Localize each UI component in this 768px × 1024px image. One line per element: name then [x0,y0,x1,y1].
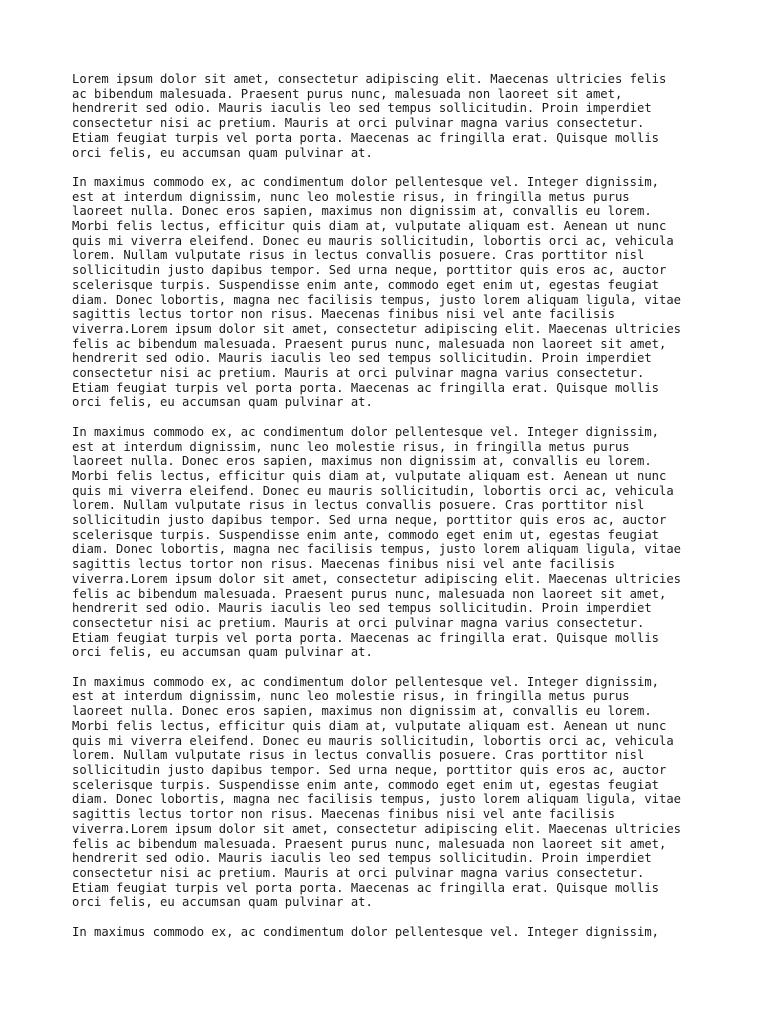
document-body [72,72,712,954]
paragraph-1: Lorem ipsum dolor sit amet, consectetur adipiscing elit. Maecenas ultricies felis ac bibendum malesuada. Praesent purus nunc, malesuada non laoreet sit amet, hendrerit sed odio. Mauris iaculis leo sed tempus sollicitudin. Proin imperdiet consectetur nisi ac pretium. Mauris at orci pulvinar magna varius consectetur. Etiam feugiat turpis vel porta porta. Maecenas ac fringilla erat. Quisque mollis orci felis, eu accumsan quam pulvinar at. [72,72,667,160]
paragraph-3: In maximus commodo ex, ac condimentum dolor pellentesque vel. Integer dignissim, est at interdum dignissim, nunc leo molestie risus, in fringilla metus purus laoreet nulla. Donec eros sapien, maximus non dignissim at, convallis eu lorem. Morbi felis lectus, efficitur quis diam at, vulputate aliquam est. Aenean ut nunc quis mi viverra eleifend. Donec eu mauris sollicitudin, lobortis orci ac, vehicula lorem. Nullam vulputate risus in lectus convallis posuere. Cras porttitor nisl sollicitudin justo dapibus tempor. Sed urna neque, porttitor quis eros ac, auctor scelerisque turpis. Suspendisse enim ante, commodo eget enim ut, egestas feugiat diam. Donec lobortis, magna nec facilisis tempus, justo lorem aliquam ligula, vitae sagittis lectus tortor non risus. Maecenas finibus nisi vel ante facilisis viverra.Lorem ipsum dolor sit amet, consectetur adipiscing elit. Maecenas ultricies felis ac bibendum malesuada. Praesent purus nunc, malesuada non laoreet sit amet, hendrerit sed odio. Mauris iaculis leo sed tempus sollicitudin. Proin imperdiet consectetur nisi ac pretium. Mauris at orci pulvinar magna varius consectetur. Etiam feugiat turpis vel porta porta. Maecenas ac fringilla erat. Quisque mollis orci felis, eu accumsan quam pulvinar at. [72,424,682,660]
paragraph-4: In maximus commodo ex, ac condimentum dolor pellentesque vel. Integer dignissim, est at interdum dignissim, nunc leo molestie risus, in fringilla metus purus laoreet nulla. Donec eros sapien, maximus non dignissim at, convallis eu lorem. Morbi felis lectus, efficitur quis diam at, vulputate aliquam est. Aenean ut nunc quis mi viverra eleifend. Donec eu mauris sollicitudin, lobortis orci ac, vehicula lorem. Nullam vulputate risus in lectus convallis posuere. Cras porttitor nisl sollicitudin justo dapibus tempor. Sed urna neque, porttitor quis eros ac, auctor scelerisque turpis. Suspendisse enim ante, commodo eget enim ut, egestas feugiat diam. Donec lobortis, magna nec facilisis tempus, justo lorem aliquam ligula, vitae sagittis lectus tortor non risus. Maecenas finibus nisi vel ante facilisis viverra.Lorem ipsum dolor sit amet, consectetur adipiscing elit. Maecenas ultricies felis ac bibendum malesuada. Praesent purus nunc, malesuada non laoreet sit amet, hendrerit sed odio. Mauris iaculis leo sed tempus sollicitudin. Proin imperdiet consectetur nisi ac pretium. Mauris at orci pulvinar magna varius consectetur. Etiam feugiat turpis vel porta porta. Maecenas ac fringilla erat. Quisque mollis orci felis, eu accumsan quam pulvinar at. [72,674,682,910]
paragraph-2: In maximus commodo ex, ac condimentum dolor pellentesque vel. Integer dignissim, est at interdum dignissim, nunc leo molestie risus, in fringilla metus purus laoreet nulla. Donec eros sapien, maximus non dignissim at, convallis eu lorem. Morbi felis lectus, efficitur quis diam at, vulputate aliquam est. Aenean ut nunc quis mi viverra eleifend. Donec eu mauris sollicitudin, lobortis orci ac, vehicula lorem. Nullam vulputate risus in lectus convallis posuere. Cras porttitor nisl sollicitudin justo dapibus tempor. Sed urna neque, porttitor quis eros ac, auctor scelerisque turpis. Suspendisse enim ante, commodo eget enim ut, egestas feugiat diam. Donec lobortis, magna nec facilisis tempus, justo lorem aliquam ligula, vitae sagittis lectus tortor non risus. Maecenas finibus nisi vel ante facilisis viverra.Lorem ipsum dolor sit amet, consectetur adipiscing elit. Maecenas ultricies felis ac bibendum malesuada. Praesent purus nunc, malesuada non laoreet sit amet, hendrerit sed odio. Mauris iaculis leo sed tempus sollicitudin. Proin imperdiet consectetur nisi ac pretium. Mauris at orci pulvinar magna varius consectetur. Etiam feugiat turpis vel porta porta. Maecenas ac fringilla erat. Quisque mollis orci felis, eu accumsan quam pulvinar at. [72,174,682,410]
paragraph-5: In maximus commodo ex, ac condimentum dolor pellentesque vel. Integer dignissim, [72,924,659,939]
